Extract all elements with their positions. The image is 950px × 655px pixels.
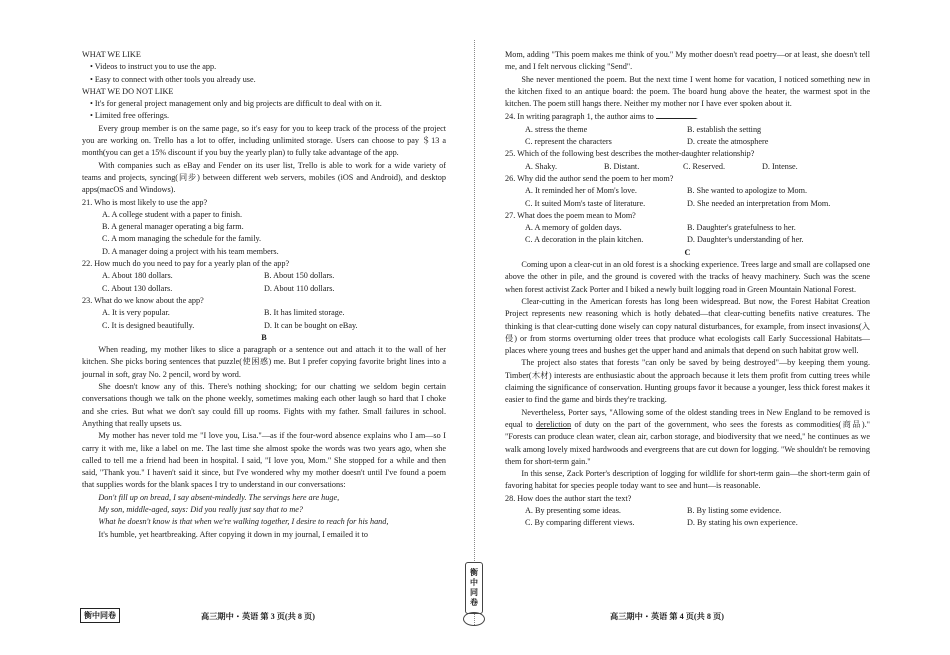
paragraph: Coming upon a clear-cut in an old forest is a shocking experience. Trees large and small are collapsed one above the other in pile, and the ground is covered with the tracks of heavy machinery. Such was the scene when forest activist Zack Porter and I biked a newly built logging road in Green Mountain National Forest. xyxy=(505,260,870,294)
paragraph xyxy=(505,407,870,468)
options-row xyxy=(505,136,870,148)
option: A. By presenting some ideas. xyxy=(525,505,621,515)
question-25: 25. Which of the following best describes the mother-daughter relationship? xyxy=(505,149,755,159)
option: D. It can be bought on eBay. xyxy=(264,320,358,330)
paragraph: My mother has never told me "I love you, Lisa."—as if the four-word absence explains who I am—so I carry it with me, like a label on me. The last time she almost spoke the words was two years ago, when she called to tell me a friend had been in hospital. I said, "I love you, Mom." She stopped for a while and then said, "Thank you." I haven't said it since, but I've wondered why my mother doesn't until I've found a poem that supplies words for the blank spaces I try to understand in our conversations: xyxy=(82,431,446,490)
section-b-heading: B xyxy=(261,332,267,342)
option: C. Reserved. xyxy=(683,161,726,171)
paragraph: When reading, my mother likes to slice a paragraph or a sentence out and attach it to the wall of her kitchen. She picks boring sentences that puzzle(使困惑) me. But I prefer copying favorite bright lines into a journal in soft, gray No. 2 pencil, word by word. xyxy=(82,345,446,379)
options-row xyxy=(505,517,870,529)
options-row xyxy=(82,270,446,282)
options-row xyxy=(505,124,870,136)
options-row xyxy=(505,185,870,197)
options-row xyxy=(505,505,870,517)
paragraph: The project also states that forests "can only be saved by being destroyed"—by keeping them young. Timber(木材) interests are enthusiastic about the approach because it lets them profit from cutting trees while claiming the significance of conservation. Hunting groups favor it because a younger, less thick forest makes it easier to find the game and birds they're tracking. xyxy=(505,358,870,405)
question-26: 26. Why did the author send the poem to her mom? xyxy=(505,173,674,183)
seal-stamp xyxy=(465,562,483,614)
paragraph: Every group member is on the same page, so it's easy for you to keep track of the process of the project you are working on. Trello has a lot to offer, including unlimited storage. Users can choose to pay ＄13 a month(you can get a 15% discount if you buy the yearly plan) to fully take advantage of the app. xyxy=(82,123,446,158)
like-item: • Easy to connect with other tools you already use. xyxy=(90,74,256,84)
paragraph: It's humble, yet heartbreaking. After copying it down in my journal, I emailed it to xyxy=(98,529,368,539)
options-row xyxy=(505,222,870,234)
option: A. A college student with a paper to finish. xyxy=(102,209,243,219)
seal-char: 卷 xyxy=(470,598,478,607)
options-row xyxy=(505,234,870,246)
option: C. It suited Mom's taste of literature. xyxy=(525,198,646,208)
option: D. A manager doing a project with his team members. xyxy=(102,246,279,256)
poem-line: Don't fill up on bread, I say absent-mindedly. The servings here are huge, xyxy=(98,492,340,502)
question-21: 21. Who is most likely to use the app? xyxy=(82,197,208,207)
option: D. Intense. xyxy=(762,161,798,171)
seal-ring xyxy=(463,612,485,626)
dislike-item: • It's for general project management only and big projects are difficult to deal with on it. xyxy=(90,99,382,109)
page-divider xyxy=(474,40,475,625)
question-end: . xyxy=(695,112,698,122)
text-segment: of duty on the part of the government, who sees the forests as commodities(商品)." "Forests can produce clean water, clean air, carbon storage, and biodiversity that we need," he continues as we walk among lovely mixed hardwoods and evergreens that are cut down for logging. "We shouldn't be removing them for short-term gain." xyxy=(505,419,870,466)
heading-dislike: WHAT WE DO NOT LIKE xyxy=(82,86,174,96)
paragraph: She never mentioned the poem. But the next time I went home for vacation, I noticed something new in the kitchen fixed to an antique board: the poem. The board hung above the heater, the warmest spot in the kitchen. The poem still hangs there. Neither my mother nor I have ever spoken about it. xyxy=(505,74,870,109)
options-row xyxy=(82,307,446,319)
dislike-item: • Limited free offerings. xyxy=(90,111,170,121)
seal-char: 衡 xyxy=(470,568,478,577)
paragraph: In this sense, Zack Porter's description of logging for wildlife for short-term gain—the short-term gain of favoring habitat for species people today want to see and hunt—is reasonable. xyxy=(505,469,870,491)
left-column xyxy=(82,49,446,541)
option: B. establish the setting xyxy=(687,124,762,134)
option: C. represent the characters xyxy=(525,137,612,147)
option: D. Daughter's understanding of her. xyxy=(687,235,804,245)
seal-char: 中 xyxy=(470,578,478,587)
option: C. A decoration in the plain kitchen. xyxy=(525,235,644,245)
option: B. It has limited storage. xyxy=(264,308,345,318)
paragraph: With companies such as eBay and Fender on its user list, Trello is able to work for a wide variety of teams and projects, syncing(同步) between different web servers, mobiles (iOS and Android), and desktop apps(macOS and Windows). xyxy=(82,160,446,195)
option: D. create the atmosphere xyxy=(687,137,769,147)
options-row xyxy=(82,283,446,295)
seal-char: 同 xyxy=(470,588,478,597)
answer-blank xyxy=(656,110,698,122)
poem-line: What he doesn't know is that when we're walking together, I desire to reach for his hand, xyxy=(98,517,389,527)
option: C. About 130 dollars. xyxy=(102,283,173,293)
question-22: 22. How much do you need to pay for a yearly plan of the app? xyxy=(82,259,290,269)
option: B. About 150 dollars. xyxy=(264,271,335,281)
brand-badge: 衡中同卷 xyxy=(80,608,120,623)
paragraph: Mom, adding "This poem makes me think of you." My mother doesn't read poetry—or at least, she doesn't tell me, and I felt nervous clicking "Send". xyxy=(505,50,870,72)
option: D. About 110 dollars. xyxy=(264,283,335,293)
option: B. She wanted to apologize to Mom. xyxy=(687,186,808,196)
option: B. Distant. xyxy=(604,161,640,171)
option: A. Shaky. xyxy=(525,161,557,171)
options-row xyxy=(505,161,870,173)
option: A. It is very popular. xyxy=(102,308,170,318)
like-item: • Videos to instruct you to use the app. xyxy=(90,62,217,72)
section-c-heading: C xyxy=(684,247,691,257)
option: C. By comparing different views. xyxy=(525,518,635,528)
page-footer-right: 高三期中・英语 第 4 页(共 8 页) xyxy=(610,612,724,621)
option: D. By stating his own experience. xyxy=(687,518,798,528)
right-column xyxy=(505,49,870,530)
options-row xyxy=(505,198,870,210)
option: D. She needed an interpretation from Mom. xyxy=(687,198,831,208)
heading-like: WHAT WE LIKE xyxy=(82,50,141,59)
paragraph: She doesn't know any of this. There's nothing shocking; for our chatting we seldom begin certain conversations though we talk on the phone weekly, sometimes making each other laugh so hard that I choke and she cries. But what we don't say could fill up rooms. Fights with my father. Small failures in school. Anything that really upsets us. xyxy=(82,382,446,428)
options-row xyxy=(82,320,446,332)
text-segment: Nevertheless, Porter says, "Allowing some of the oldest standing trees in New England to be removed is equal to xyxy=(505,407,870,429)
question-27: 27. What does the poem mean to Mom? xyxy=(505,210,636,220)
page-footer-left: 高三期中・英语 第 3 页(共 8 页) xyxy=(201,612,315,621)
paragraph: Clear-cutting in the American forests has long been widespread. But now, the Forest Habitat Creation Project represents new reasoning which is hotly debated—that clear-cutting benefits native creatures. The thinking is that clear-cutting done wisely can copy natural disturbances, for example, from insect invasions(入侵) or from storms overturning older trees that produce what ecologists call Early Successional Habitats—places where young trees and bushes get the upper hand and animals that depend on such habitat grow well. xyxy=(505,296,870,356)
question-24 xyxy=(505,110,870,123)
poem-line: My son, middle-aged, says: Did you really just say that to me? xyxy=(98,504,303,514)
underlined-word: dereliction xyxy=(536,419,572,429)
option: A. About 180 dollars. xyxy=(102,271,173,281)
question-23: 23. What do we know about the app? xyxy=(82,295,204,305)
option: A. It reminded her of Mom's love. xyxy=(525,186,637,196)
question-28: 28. How does the author start the text? xyxy=(505,493,632,503)
option: A. A memory of golden days. xyxy=(525,223,622,233)
option: C. A mom managing the schedule for the family. xyxy=(102,234,262,244)
option: B. Daughter's gratefulness to her. xyxy=(687,223,796,233)
option: B. By listing some evidence. xyxy=(687,505,782,515)
option: A. stress the theme xyxy=(525,124,588,134)
question-text: 24. In writing paragraph 1, the author aims to xyxy=(505,112,654,122)
option: C. It is designed beautifully. xyxy=(102,320,195,330)
option: B. A general manager operating a big farm. xyxy=(102,222,244,232)
